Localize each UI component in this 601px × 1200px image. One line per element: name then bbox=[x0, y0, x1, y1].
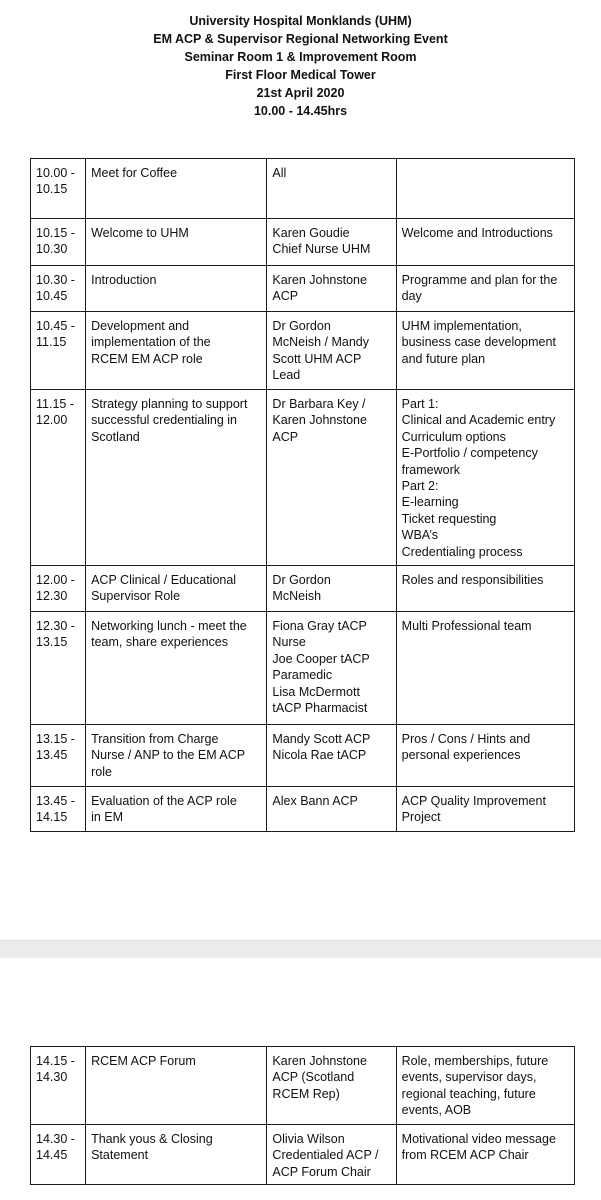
text-line: in EM bbox=[91, 810, 124, 825]
text-line: 12.00 bbox=[36, 413, 68, 428]
details-cell bbox=[396, 390, 574, 566]
text-line: Pros / Cons / Hints and bbox=[401, 732, 531, 746]
text-line: E-learning bbox=[401, 495, 459, 510]
table-row bbox=[31, 566, 575, 612]
text-line: Thank yous & Closing bbox=[91, 1132, 213, 1146]
text-line: Evaluation of the ACP role bbox=[91, 794, 237, 808]
text-line: 13.15 bbox=[36, 635, 68, 650]
time-cell bbox=[31, 1047, 86, 1125]
session-cell bbox=[86, 390, 267, 566]
event-rooms: Seminar Room 1 & Improvement Room bbox=[184, 50, 417, 64]
text-line: ACP Quality Improvement bbox=[401, 794, 546, 808]
session-cell: Introduction bbox=[86, 266, 267, 312]
text-line: Mandy Scott ACP bbox=[272, 732, 371, 746]
details-cell bbox=[396, 787, 574, 832]
details-cell bbox=[396, 1125, 574, 1185]
text-line: UHM implementation, bbox=[401, 319, 522, 333]
text-line: ACP Forum Chair bbox=[272, 1164, 371, 1179]
text-line: 14.15 bbox=[36, 810, 68, 825]
text-line: Chief Nurse UHM bbox=[272, 242, 371, 257]
text-line: implementation of the bbox=[91, 335, 211, 350]
event-location: First Floor Medical Tower bbox=[225, 68, 376, 82]
time-cell bbox=[31, 787, 86, 832]
time-cell bbox=[31, 1125, 86, 1185]
details-cell: Roles and responsibilities bbox=[396, 566, 574, 612]
text-line: Lisa McDermott bbox=[272, 684, 360, 699]
presenter-cell bbox=[267, 312, 396, 390]
text-line: team, share experiences bbox=[91, 635, 228, 650]
presenter-cell bbox=[267, 1047, 396, 1125]
text-line: Olivia Wilson bbox=[272, 1132, 345, 1146]
text-line: Paramedic bbox=[272, 668, 333, 683]
presenter-cell: Alex Bann ACP bbox=[267, 787, 396, 832]
time-cell bbox=[31, 266, 86, 312]
details-cell: Multi Professional team bbox=[396, 612, 574, 725]
text-line: Statement bbox=[91, 1148, 149, 1163]
table-row bbox=[31, 219, 575, 266]
table-row bbox=[31, 159, 575, 219]
text-line: Clinical and Academic entry bbox=[401, 413, 556, 428]
text-line: Karen Johnstone bbox=[272, 273, 367, 287]
table-row bbox=[31, 612, 575, 725]
details-cell bbox=[396, 266, 574, 312]
text-line: Scott UHM ACP bbox=[272, 351, 362, 366]
session-cell bbox=[86, 612, 267, 725]
text-line: Project bbox=[401, 810, 441, 825]
session-cell bbox=[86, 312, 267, 390]
text-line: WBA’s bbox=[401, 528, 439, 543]
text-line: framework bbox=[401, 462, 460, 477]
presenter-cell bbox=[267, 1125, 396, 1185]
text-line: 14.30 - bbox=[36, 1132, 75, 1146]
text-line: 10.45 - bbox=[36, 319, 75, 333]
event-title: EM ACP & Supervisor Regional Networking Event bbox=[153, 32, 448, 46]
text-line: Motivational video message bbox=[401, 1132, 556, 1146]
text-line: 10.00 - bbox=[36, 166, 75, 180]
text-line: RCEM EM ACP role bbox=[91, 351, 203, 366]
time-cell bbox=[31, 725, 86, 787]
session-cell bbox=[86, 725, 267, 787]
text-line: ACP (Scotland bbox=[272, 1070, 355, 1085]
time-cell bbox=[31, 219, 86, 266]
text-line: regional teaching, future bbox=[401, 1086, 536, 1101]
text-line: 14.45 bbox=[36, 1148, 68, 1163]
text-line: Nicola Rae tACP bbox=[272, 748, 367, 763]
details-cell bbox=[396, 725, 574, 787]
text-line: 14.15 - bbox=[36, 1054, 75, 1068]
details-cell bbox=[396, 159, 574, 219]
text-line: Dr Barbara Key / bbox=[272, 397, 366, 411]
text-line: 10.15 bbox=[36, 182, 68, 197]
session-cell: Welcome to UHM bbox=[86, 219, 267, 266]
presenter-cell bbox=[267, 566, 396, 612]
presenter-cell bbox=[267, 612, 396, 725]
page-break bbox=[0, 940, 601, 960]
text-line: from RCEM ACP Chair bbox=[401, 1148, 529, 1163]
text-line: Part 1: bbox=[401, 397, 439, 411]
text-line: Fiona Gray tACP bbox=[272, 619, 367, 633]
session-cell: Meet for Coffee bbox=[86, 159, 267, 219]
text-line: Programme and plan for the bbox=[401, 273, 558, 287]
text-line: Role, memberships, future bbox=[401, 1054, 549, 1068]
text-line: ACP Clinical / Educational bbox=[91, 573, 237, 587]
details-cell: Welcome and Introductions bbox=[396, 219, 574, 266]
text-line: 12.30 - bbox=[36, 619, 75, 633]
event-date: 21st April 2020 bbox=[256, 86, 345, 100]
text-line: Networking lunch - meet the bbox=[91, 619, 247, 633]
text-line: Joe Cooper tACP bbox=[272, 651, 370, 666]
text-line: Curriculum options bbox=[401, 429, 506, 444]
table-row bbox=[31, 1047, 575, 1125]
agenda-table-continued bbox=[30, 1046, 575, 1185]
text-line: 12.30 bbox=[36, 589, 68, 604]
text-line: 10.30 - bbox=[36, 273, 75, 287]
agenda-table bbox=[30, 158, 575, 832]
presenter-cell bbox=[267, 725, 396, 787]
event-header bbox=[0, 12, 601, 120]
text-line: 14.30 bbox=[36, 1070, 68, 1085]
time-cell bbox=[31, 312, 86, 390]
session-cell bbox=[86, 566, 267, 612]
text-line: personal experiences bbox=[401, 748, 521, 763]
text-line: events, supervisor days, bbox=[401, 1070, 537, 1085]
session-cell: RCEM ACP Forum bbox=[86, 1047, 267, 1125]
text-line: 10.45 bbox=[36, 289, 68, 304]
text-line: events, AOB bbox=[401, 1103, 472, 1118]
presenter-cell bbox=[267, 390, 396, 566]
text-line: Credentialed ACP / bbox=[272, 1148, 379, 1163]
text-line: Nurse / ANP to the EM ACP bbox=[91, 748, 246, 763]
text-line: ACP bbox=[272, 429, 299, 444]
table-row bbox=[31, 725, 575, 787]
time-cell bbox=[31, 612, 86, 725]
text-line: Lead bbox=[272, 368, 301, 383]
text-line: 13.45 - bbox=[36, 794, 75, 808]
text-line: 10.30 bbox=[36, 242, 68, 257]
text-line: and future plan bbox=[401, 351, 486, 366]
details-cell bbox=[396, 1047, 574, 1125]
presenter-cell bbox=[267, 219, 396, 266]
text-line: McNeish bbox=[272, 589, 322, 604]
table-row bbox=[31, 1125, 575, 1185]
session-cell bbox=[86, 1125, 267, 1185]
text-line: RCEM Rep) bbox=[272, 1086, 340, 1101]
text-line: role bbox=[91, 764, 112, 779]
hospital-name: University Hospital Monklands (UHM) bbox=[189, 14, 412, 28]
text-line: successful credentialing in bbox=[91, 413, 238, 428]
text-line: Credentialing process bbox=[401, 544, 523, 559]
event-time: 10.00 - 14.45hrs bbox=[253, 104, 348, 118]
text-line: Transition from Charge bbox=[91, 732, 219, 746]
text-line: 10.15 - bbox=[36, 226, 75, 240]
table-row bbox=[31, 787, 575, 832]
time-cell bbox=[31, 159, 86, 219]
text-line: E-Portfolio / competency bbox=[401, 446, 538, 461]
document-page-2 bbox=[0, 958, 601, 1200]
table-row bbox=[31, 266, 575, 312]
table-row bbox=[31, 390, 575, 566]
details-cell bbox=[396, 312, 574, 390]
text-line: Supervisor Role bbox=[91, 589, 181, 604]
text-line: Dr Gordon bbox=[272, 573, 331, 587]
text-line: 11.15 bbox=[36, 335, 67, 350]
text-line: Karen Johnstone bbox=[272, 413, 367, 428]
text-line: Ticket requesting bbox=[401, 511, 497, 526]
text-line: Scotland bbox=[91, 429, 140, 444]
presenter-cell bbox=[267, 266, 396, 312]
text-line: McNeish / Mandy bbox=[272, 335, 369, 350]
text-line: Nurse bbox=[272, 635, 306, 650]
text-line: business case development bbox=[401, 335, 556, 350]
text-line: 11.15 - bbox=[36, 397, 74, 411]
text-line: Development and bbox=[91, 319, 190, 333]
text-line: Dr Gordon bbox=[272, 319, 331, 333]
text-line: day bbox=[401, 289, 422, 304]
time-cell bbox=[31, 566, 86, 612]
text-line: Strategy planning to support bbox=[91, 397, 248, 411]
text-line: tACP Pharmacist bbox=[272, 701, 368, 716]
presenter-cell: All bbox=[267, 159, 396, 219]
time-cell bbox=[31, 390, 86, 566]
text-line: 12.00 - bbox=[36, 573, 75, 587]
text-line: ACP bbox=[272, 289, 299, 304]
text-line: 13.15 - bbox=[36, 732, 75, 746]
text-line: Part 2: bbox=[401, 479, 439, 494]
text-line: Karen Goudie bbox=[272, 226, 350, 240]
text-line: Karen Johnstone bbox=[272, 1054, 367, 1068]
text-line: 13.45 bbox=[36, 748, 68, 763]
session-cell bbox=[86, 787, 267, 832]
table-row bbox=[31, 312, 575, 390]
